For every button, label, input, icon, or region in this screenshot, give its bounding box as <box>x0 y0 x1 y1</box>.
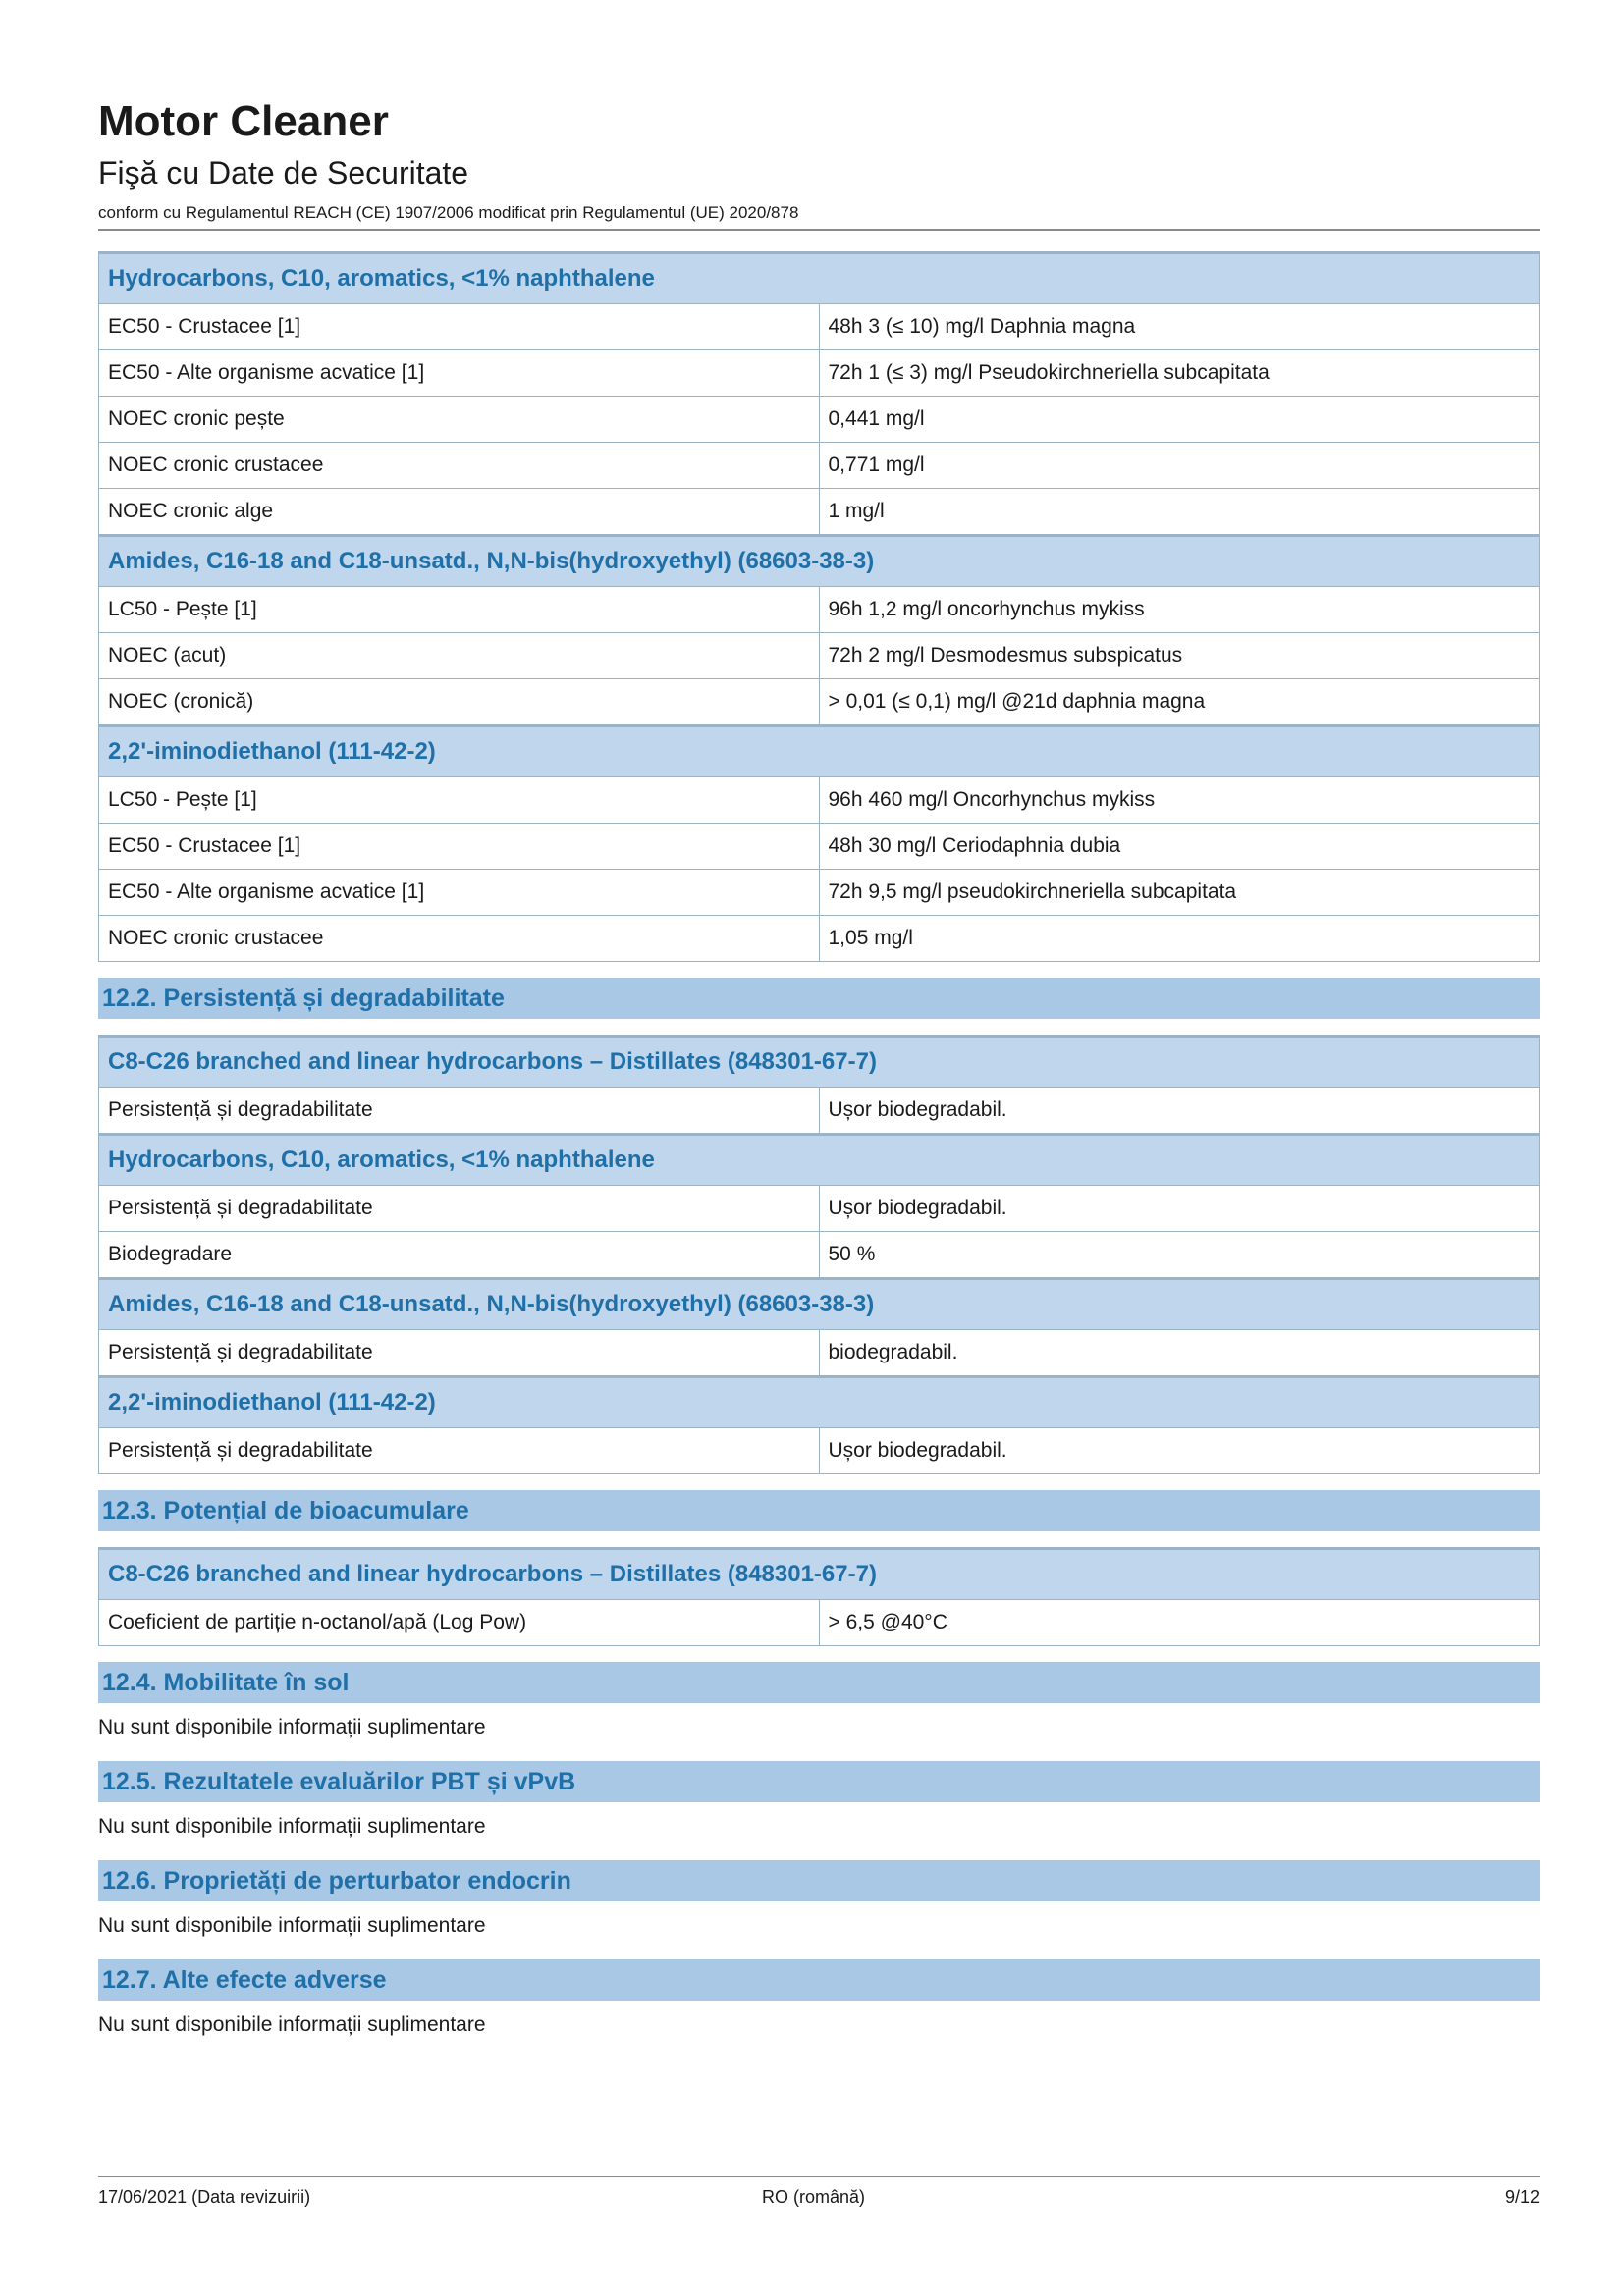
parameter-label: Persistență și degradabilitate <box>99 1186 820 1232</box>
parameter-value: 96h 1,2 mg/l oncorhynchus mykiss <box>819 587 1540 633</box>
parameter-value: 0,441 mg/l <box>819 397 1540 443</box>
parameter-label: NOEC cronic crustacee <box>99 443 820 489</box>
parameter-label: NOEC cronic crustacee <box>99 916 820 962</box>
section-heading-persistence: 12.2. Persistență și degradabilitate <box>98 978 1540 1019</box>
parameter-value: 1,05 mg/l <box>819 916 1540 962</box>
parameter-label: Persistență și degradabilitate <box>99 1088 820 1135</box>
parameter-value: Ușor biodegradabil. <box>819 1428 1540 1474</box>
parameter-label: Biodegradare <box>99 1232 820 1279</box>
substance-name: Hydrocarbons, C10, aromatics, <1% naphthalene <box>99 1135 1540 1186</box>
table-row <box>99 633 1540 679</box>
header-divider <box>98 229 1540 231</box>
table-row <box>99 443 1540 489</box>
table-row <box>99 397 1540 443</box>
substance-name: 2,2'-iminodiethanol (111-42-2) <box>99 726 1540 777</box>
revision-date: 17/06/2021 (Data revizuirii) <box>98 2187 311 2207</box>
section-heading-endocrine: 12.6. Proprietăți de perturbator endocrin <box>98 1860 1540 1901</box>
parameter-label: EC50 - Alte organisme acvatice [1] <box>99 350 820 397</box>
parameter-label: NOEC (cronică) <box>99 679 820 726</box>
parameter-value: 72h 1 (≤ 3) mg/l Pseudokirchneriella subcapitata <box>819 350 1540 397</box>
substance-name: 2,2'-iminodiethanol (111-42-2) <box>99 1377 1540 1428</box>
page-header <box>98 96 1540 224</box>
parameter-value: 48h 30 mg/l Ceriodaphnia dubia <box>819 824 1540 870</box>
parameter-value: 0,771 mg/l <box>819 443 1540 489</box>
table-row <box>99 777 1540 824</box>
substance-header-row <box>99 1037 1540 1088</box>
substance-header-row <box>99 726 1540 777</box>
table-row <box>99 1088 1540 1135</box>
table-row <box>99 1186 1540 1232</box>
substance-header-row <box>99 1377 1540 1428</box>
parameter-value: 50 % <box>819 1232 1540 1279</box>
table-row <box>99 489 1540 536</box>
parameter-value: > 0,01 (≤ 0,1) mg/l @21d daphnia magna <box>819 679 1540 726</box>
table-row <box>99 916 1540 962</box>
parameter-label: Coeficient de partiție n-octanol/apă (Log Pow) <box>99 1600 820 1646</box>
toxicity-table <box>98 251 1540 962</box>
table-row <box>99 1600 1540 1646</box>
substance-header-row <box>99 1549 1540 1600</box>
persistence-table <box>98 1035 1540 1474</box>
section-heading-pbt: 12.5. Rezultatele evaluărilor PBT și vPvB <box>98 1761 1540 1802</box>
section-text: Nu sunt disponibile informații suplimentare <box>98 1716 486 1738</box>
substance-header-row <box>99 1135 1540 1186</box>
parameter-value: 72h 9,5 mg/l pseudokirchneriella subcapitata <box>819 870 1540 916</box>
page-content <box>98 251 1540 2039</box>
table-row <box>99 870 1540 916</box>
table-row <box>99 304 1540 350</box>
parameter-value: 1 mg/l <box>819 489 1540 536</box>
table-row <box>99 679 1540 726</box>
section-heading-mobility: 12.4. Mobilitate în sol <box>98 1662 1540 1703</box>
parameter-label: LC50 - Pește [1] <box>99 777 820 824</box>
substance-name: Amides, C16-18 and C18-unsatd., N,N-bis(hydroxyethyl) (68603-38-3) <box>99 536 1540 587</box>
parameter-value: Ușor biodegradabil. <box>819 1186 1540 1232</box>
document-title: Motor Cleaner <box>98 97 389 145</box>
page-number: 9/12 <box>1504 2187 1540 2207</box>
substance-header-row <box>99 1279 1540 1330</box>
parameter-label: EC50 - Crustacee [1] <box>99 304 820 350</box>
substance-header-row <box>99 253 1540 304</box>
section-heading-bioaccumulation: 12.3. Potențial de bioacumulare <box>98 1490 1540 1531</box>
section-text: Nu sunt disponibile informații suplimentare <box>98 2013 486 2036</box>
table-row <box>99 1330 1540 1377</box>
substance-header-row <box>99 536 1540 587</box>
table-row <box>99 350 1540 397</box>
parameter-label: NOEC (acut) <box>99 633 820 679</box>
substance-name: Hydrocarbons, C10, aromatics, <1% naphthalene <box>99 253 1540 304</box>
substance-name: C8-C26 branched and linear hydrocarbons – Distillates (848301-67-7) <box>99 1549 1540 1600</box>
bioaccumulation-table <box>98 1547 1540 1646</box>
section-heading-adverse-effects: 12.7. Alte efecte adverse <box>98 1959 1540 2001</box>
parameter-label: Persistență și degradabilitate <box>99 1428 820 1474</box>
parameter-label: NOEC cronic alge <box>99 489 820 536</box>
parameter-label: EC50 - Alte organisme acvatice [1] <box>99 870 820 916</box>
parameter-value: 72h 2 mg/l Desmodesmus subspicatus <box>819 633 1540 679</box>
table-row <box>99 587 1540 633</box>
substance-name: C8-C26 branched and linear hydrocarbons – Distillates (848301-67-7) <box>99 1037 1540 1088</box>
parameter-label: Persistență și degradabilitate <box>99 1330 820 1377</box>
parameter-label: NOEC cronic pește <box>99 397 820 443</box>
table-row <box>99 1232 1540 1279</box>
table-row <box>99 824 1540 870</box>
parameter-value: biodegradabil. <box>819 1330 1540 1377</box>
section-text: Nu sunt disponibile informații suplimentare <box>98 1914 486 1937</box>
section-text: Nu sunt disponibile informații suplimentare <box>98 1815 486 1838</box>
footer-divider <box>98 2176 1540 2177</box>
parameter-value: > 6,5 @40°C <box>819 1600 1540 1646</box>
parameter-value: Ușor biodegradabil. <box>819 1088 1540 1135</box>
document-language: RO (română) <box>762 2187 866 2207</box>
regulation-note: conform cu Regulamentul REACH (CE) 1907/2006 modificat prin Regulamentul (UE) 2020/878 <box>98 203 799 222</box>
parameter-label: LC50 - Pește [1] <box>99 587 820 633</box>
document-subtitle: Fişă cu Date de Securitate <box>98 155 469 190</box>
table-row <box>99 1428 1540 1474</box>
parameter-value: 48h 3 (≤ 10) mg/l Daphnia magna <box>819 304 1540 350</box>
parameter-value: 96h 460 mg/l Oncorhynchus mykiss <box>819 777 1540 824</box>
parameter-label: EC50 - Crustacee [1] <box>99 824 820 870</box>
substance-name: Amides, C16-18 and C18-unsatd., N,N-bis(hydroxyethyl) (68603-38-3) <box>99 1279 1540 1330</box>
